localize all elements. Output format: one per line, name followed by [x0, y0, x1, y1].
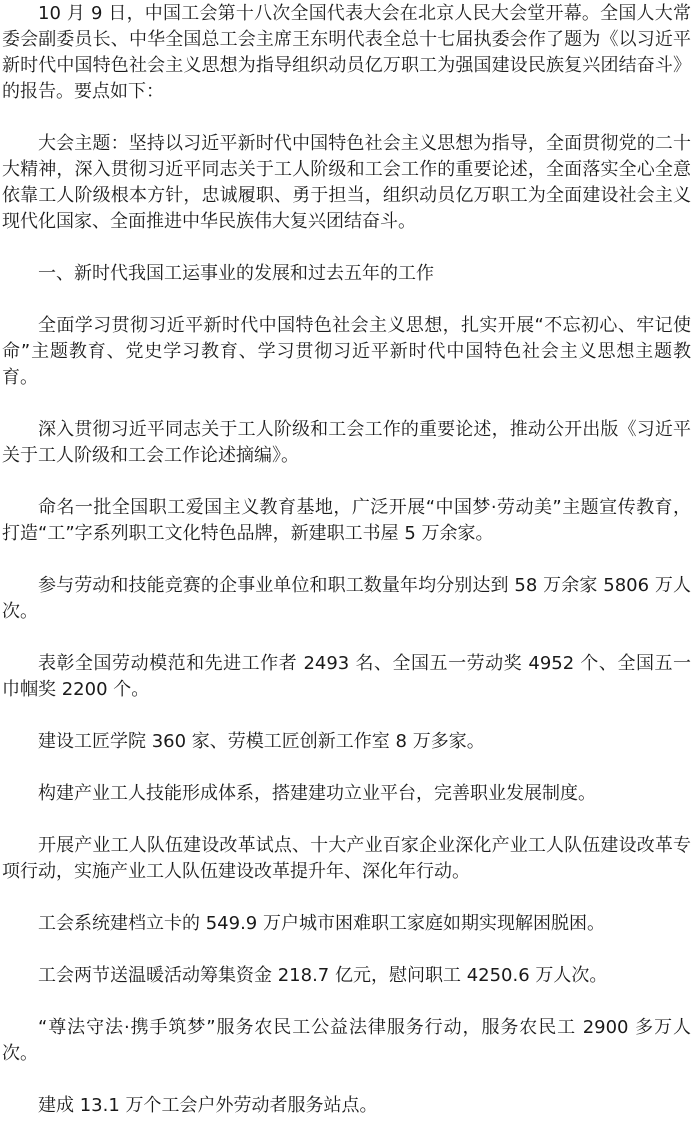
paragraph: “尊法守法·携手筑梦”服务农民工公益法律服务行动，服务农民工 2900 多万人次。 — [2, 1017, 691, 1064]
paragraph-intro: 10 月 9 日，中国工会第十八次全国代表大会在北京人民大会堂开幕。全国人大常委会副委员长、中华全国总工会主席王东明代表全总十七届执委会作了题为《以习近平新时代中国特色社会主义思想为指导组织动员亿万职工为强国建设民族复兴团结奋斗》的报告。要点如下： — [2, 3, 691, 102]
paragraph: 工会系统建档立卡的 549.9 万户城市困难职工家庭如期实现解困脱困。 — [38, 913, 605, 934]
paragraph: 命名一批全国职工爱国主义教育基地，广泛开展“中国梦·劳动美”主题宣传教育，打造“工”字系列职工文化特色品牌，新建职工书屋 5 万余家。 — [2, 497, 691, 544]
paragraph: 全面学习贯彻习近平新时代中国特色社会主义思想，扎实开展“不忘初心、牢记使命”主题教育、党史学习教育、学习贯彻习近平新时代中国特色社会主义思想主题教育。 — [2, 315, 691, 388]
paragraph: 建设工匠学院 360 家、劳模工匠创新工作室 8 万多家。 — [38, 731, 485, 752]
paragraph: 建成 13.1 万个工会户外劳动者服务站点。 — [38, 1095, 378, 1116]
paragraph: 表彰全国劳动模范和先进工作者 2493 名、全国五一劳动奖 4952 个、全国五一巾帼奖 2200 个。 — [2, 653, 691, 700]
article-body — [2, 0, 691, 1145]
paragraph: 工会两节送温暖活动筹集资金 218.7 亿元，慰问职工 4250.6 万人次。 — [38, 965, 608, 986]
paragraph: 参与劳动和技能竞赛的企事业单位和职工数量年均分别达到 58 万余家 5806 万人次。 — [2, 575, 691, 622]
paragraph: 开展产业工人队伍建设改革试点、十大产业百家企业深化产业工人队伍建设改革专项行动，实施产业工人队伍建设改革提升年、深化年行动。 — [2, 835, 691, 882]
paragraph: 构建产业工人技能形成体系，搭建建功立业平台，完善职业发展制度。 — [38, 783, 596, 804]
paragraph: 深入贯彻习近平同志关于工人阶级和工会工作的重要论述，推动公开出版《习近平关于工人阶级和工会工作论述摘编》。 — [2, 419, 691, 466]
paragraph-theme: 大会主题：坚持以习近平新时代中国特色社会主义思想为指导，全面贯彻党的二十大精神，深入贯彻习近平同志关于工人阶级和工会工作的重要论述，全面落实全心全意依靠工人阶级根本方针，忠诚履职、勇于担当，组织动员亿万职工为全面建设社会主义现代化国家、全面推进中华民族伟大复兴团结奋斗。 — [2, 133, 691, 232]
section-heading: 一、新时代我国工运事业的发展和过去五年的工作 — [38, 263, 434, 284]
